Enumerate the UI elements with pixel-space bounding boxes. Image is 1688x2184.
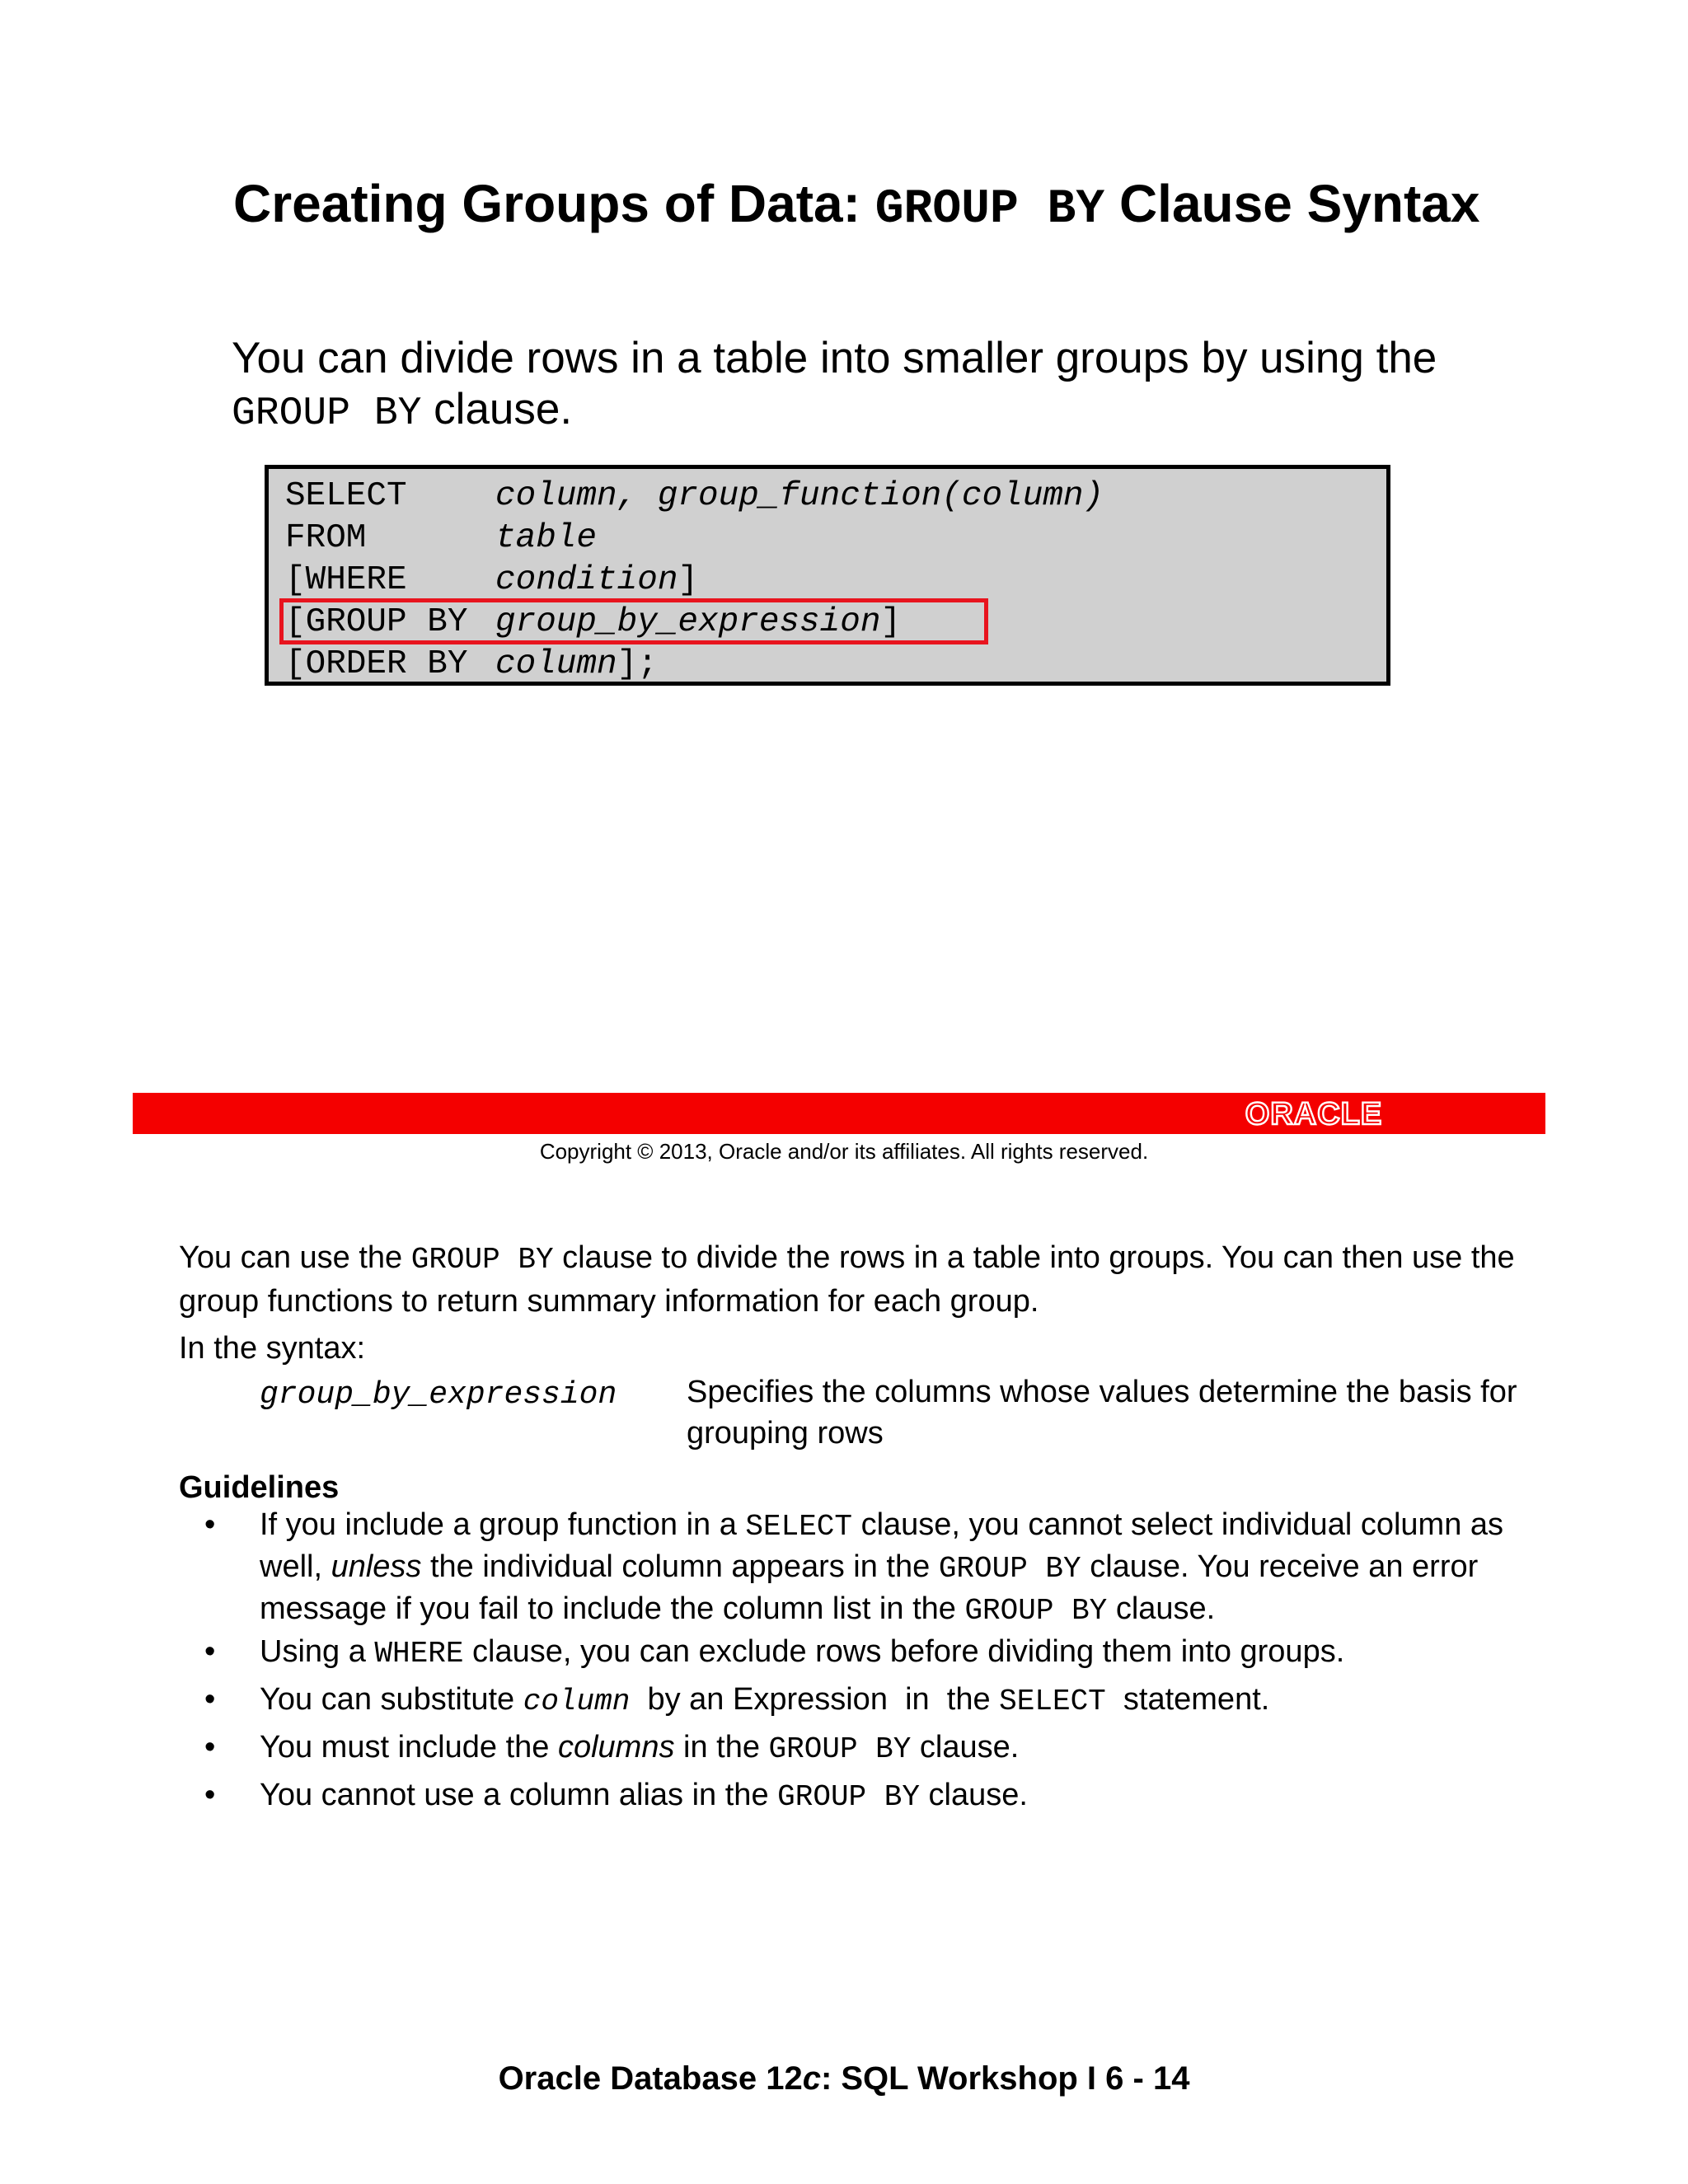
code-line-order-by (285, 644, 658, 686)
code-argument: group_by_expression (495, 603, 881, 641)
group-by-highlight-box (279, 598, 988, 644)
code-argument: column, group_function(column) (495, 477, 1104, 515)
guideline-item-5 (260, 1775, 1533, 1817)
guideline-code: WHERE (374, 1637, 464, 1671)
definition-description: Specifies the columns whose values determine the basis for grouping rows (687, 1375, 1517, 1451)
guideline-item-2 (260, 1632, 1533, 1674)
intro-after: clause. (421, 385, 573, 434)
code-line-where (285, 560, 698, 602)
bullet-marker: • (204, 1730, 216, 1765)
bullet-marker: • (204, 1778, 216, 1812)
bullet-marker: • (204, 1634, 216, 1669)
bullet-marker: • (204, 1682, 216, 1717)
notes-text: clause to divide the rows in a table into groups. You can then use the group functions to return summary information for each group. (179, 1240, 1515, 1319)
slide-title (233, 173, 1634, 237)
notes-code: GROUP BY (410, 1243, 554, 1277)
footer-text: Oracle Database 12 (498, 2060, 803, 2097)
guideline-text: You can substitute (260, 1682, 523, 1717)
guideline-code: column (523, 1685, 631, 1718)
syntax-label: In the syntax: (179, 1331, 366, 1366)
code-tail: ] (880, 603, 902, 641)
code-line-select (285, 476, 1104, 518)
title-code: GROUP BY (874, 183, 1105, 237)
guideline-text: clause, you can exclude rows before dividing them into groups. (463, 1634, 1345, 1669)
guideline-text: clause. You receive an error message if you fail to include the column list in the (260, 1549, 1479, 1626)
guideline-item-1 (260, 1505, 1533, 1631)
code-argument: column (495, 645, 617, 683)
intro-before: You can divide rows in a table into smaller groups by using the (232, 334, 1437, 382)
title-suffix: Clause Syntax (1104, 174, 1480, 233)
guideline-item-4 (260, 1727, 1533, 1769)
notes-text: You can use the (179, 1240, 411, 1275)
guideline-emphasis: unless (331, 1549, 422, 1584)
guidelines-heading: Guidelines (179, 1470, 340, 1505)
guideline-text: Using a (260, 1634, 375, 1669)
code-keyword: FROM (285, 519, 367, 557)
code-keyword: [WHERE (285, 561, 407, 599)
guideline-code: GROUP BY (777, 1780, 920, 1814)
bullet-marker: • (204, 1507, 216, 1542)
code-line-from (285, 518, 597, 560)
guideline-text: clause, you cannot select individual column as well, (260, 1507, 1504, 1584)
syntax-code-box (265, 465, 1390, 686)
code-keyword: SELECT (285, 477, 407, 515)
guideline-text: You cannot use a column alias in the (260, 1778, 778, 1812)
guideline-item-3 (260, 1680, 1533, 1722)
copyright-notice: Copyright © 2013, Oracle and/or its affiliates. All rights reserved. (539, 1139, 1149, 1164)
guideline-text: the individual column appears in the (421, 1549, 939, 1584)
guideline-text: by an Expression in the (630, 1682, 1000, 1717)
oracle-logo (1222, 1096, 1405, 1131)
page-footer (0, 2060, 1688, 2097)
footer-italic: c (802, 2060, 821, 2097)
code-tail: ] (678, 561, 699, 599)
guideline-text: clause. (911, 1730, 1020, 1765)
guideline-text: If you include a group function in a (260, 1507, 746, 1542)
code-tail: ]; (617, 645, 658, 683)
guideline-code: GROUP BY (938, 1552, 1081, 1586)
guideline-text: in the (674, 1730, 769, 1765)
code-keyword: [ORDER BY (285, 645, 468, 683)
oracle-logo-text: ORACLE (1245, 1097, 1383, 1131)
guideline-emphasis: columns (557, 1730, 675, 1765)
notes-paragraph (179, 1237, 1531, 1322)
definition-term: group_by_expression (260, 1377, 617, 1413)
title-text: Creating Groups of Data: (233, 174, 875, 233)
code-argument: condition (495, 561, 678, 599)
guideline-code: GROUP BY (964, 1594, 1108, 1628)
guideline-text: You must include the (260, 1730, 558, 1765)
guideline-code: SELECT (999, 1685, 1106, 1718)
code-argument: table (495, 519, 598, 557)
guideline-code: SELECT (745, 1510, 853, 1544)
guideline-text: clause. (919, 1778, 1028, 1812)
guideline-text: clause. (1107, 1591, 1216, 1626)
code-keyword: [GROUP BY (285, 603, 468, 641)
footer-page-number: : SQL Workshop I 6 - 14 (820, 2060, 1190, 2097)
guideline-code: GROUP BY (768, 1732, 912, 1766)
guideline-text: statement. (1105, 1682, 1270, 1717)
intro-code: GROUP BY (232, 391, 422, 436)
intro-text (232, 333, 1534, 439)
